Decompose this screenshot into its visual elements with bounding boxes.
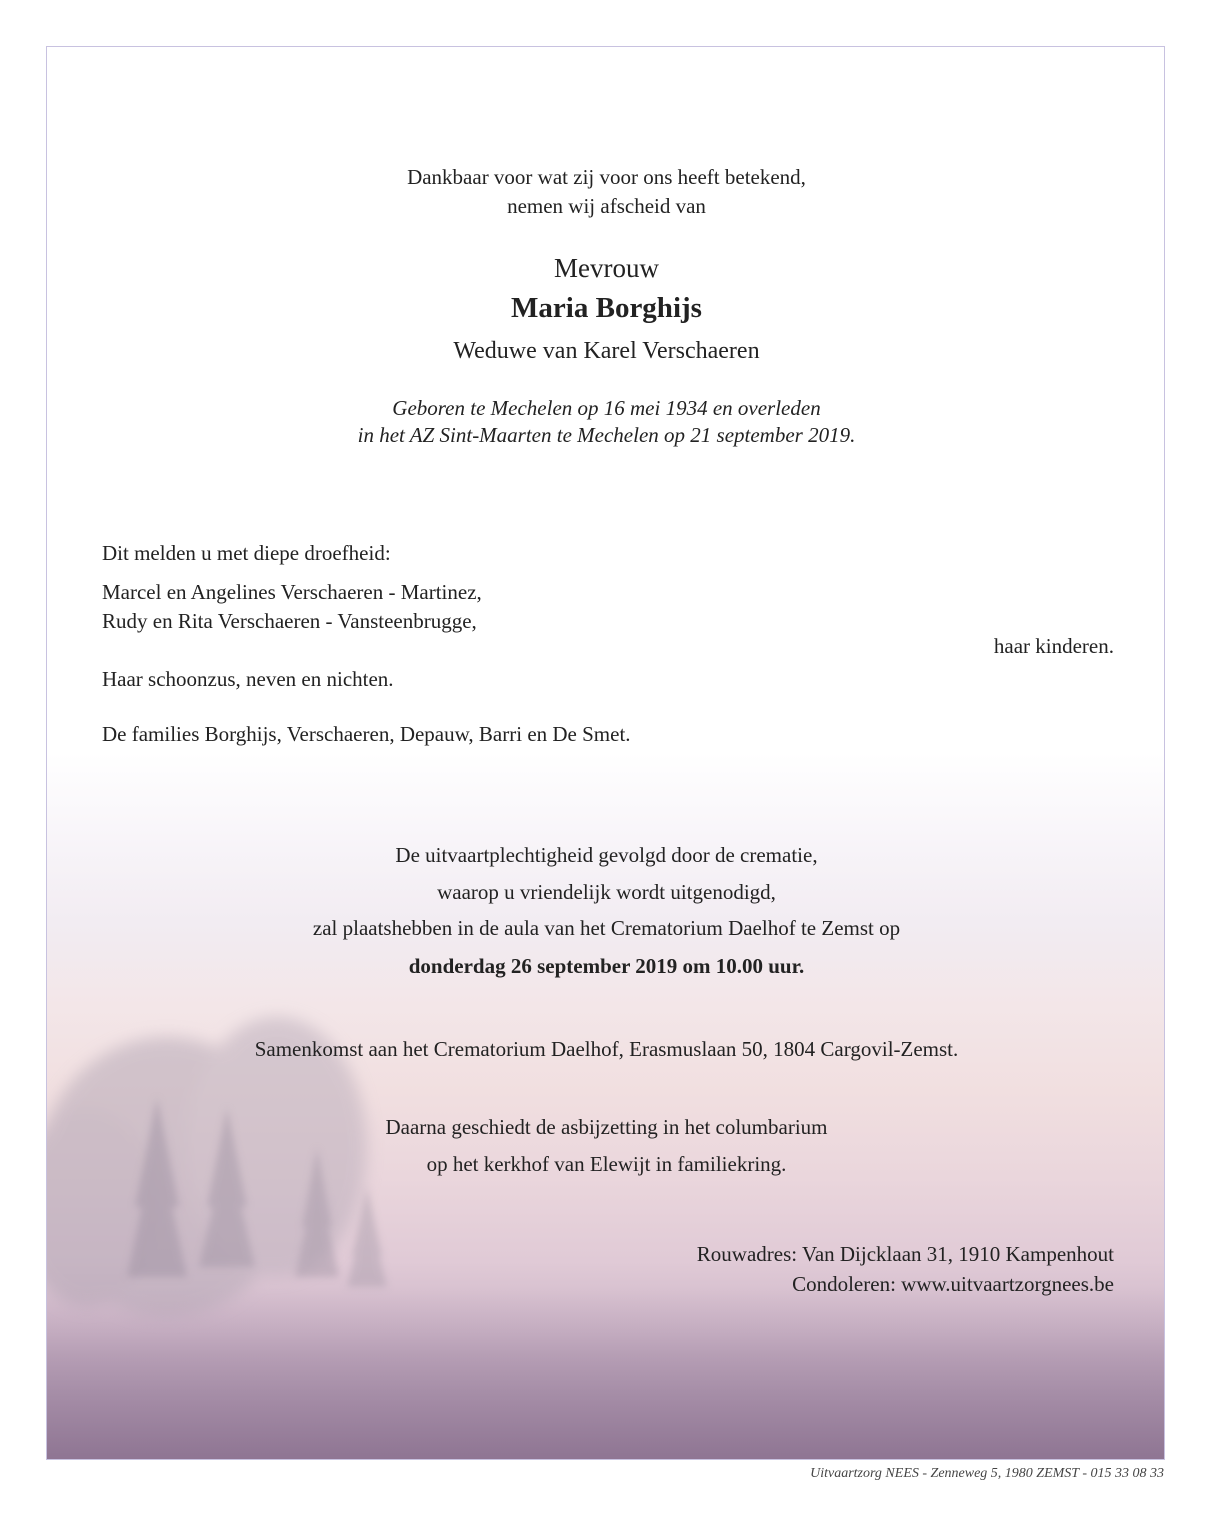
- mourning-address: Rouwadres: Van Dijcklaan 31, 1910 Kampenhout: [696, 1242, 1114, 1266]
- ceremony-line-2: waarop u vriendelijk wordt uitgenodigd,: [437, 880, 776, 904]
- intro-line-1: Dankbaar voor wat zij voor ons heeft betekend,: [407, 165, 806, 189]
- salutation: Mevrouw: [554, 253, 659, 283]
- interment-line-2: op het kerkhof van Elewijt in familiekring.: [426, 1152, 787, 1176]
- families-line: De families Borghijs, Verschaeren, Depauw, Barri en De Smet.: [102, 722, 631, 746]
- birth-death-line-1: Geboren te Mechelen op 16 mei 1934 en overleden: [392, 396, 821, 420]
- ceremony-datetime: donderdag 26 september 2019 om 10.00 uur.: [408, 954, 805, 978]
- funeral-home-footer: Uitvaartzorg NEES - Zenneweg 5, 1980 ZEMST - 015 33 08 33: [810, 1466, 1164, 1481]
- ceremony-line-3: zal plaatshebben in de aula van het Crematorium Daelhof te Zemst op: [312, 916, 901, 940]
- ceremony-line-1: De uitvaartplechtigheid gevolgd door de crematie,: [395, 843, 818, 867]
- intro-line-2: nemen wij afscheid van: [507, 194, 706, 218]
- child-line-2: Rudy en Rita Verschaeren - Vansteenbrugge,: [102, 609, 477, 633]
- children-role: haar kinderen.: [993, 634, 1114, 658]
- spouse-line: Weduwe van Karel Verschaeren: [453, 338, 760, 364]
- interment-line-1: Daarna geschiedt de asbijzetting in het columbarium: [385, 1115, 828, 1139]
- birth-death-line-2: in het AZ Sint-Maarten te Mechelen op 21 september 2019.: [357, 423, 856, 447]
- relatives-line: Haar schoonzus, neven en nichten.: [102, 667, 394, 691]
- gathering-line: Samenkomst aan het Crematorium Daelhof, Erasmuslaan 50, 1804 Cargovil-Zemst.: [254, 1037, 959, 1061]
- deceased-name: Maria Borghijs: [511, 292, 702, 324]
- family-heading: Dit melden u met diepe droefheid:: [102, 541, 391, 565]
- obituary-card: [46, 46, 1165, 1460]
- condolence-link[interactable]: Condoleren: www.uitvaartzorgnees.be: [792, 1272, 1114, 1296]
- child-line-1: Marcel en Angelines Verschaeren - Martinez,: [102, 580, 482, 604]
